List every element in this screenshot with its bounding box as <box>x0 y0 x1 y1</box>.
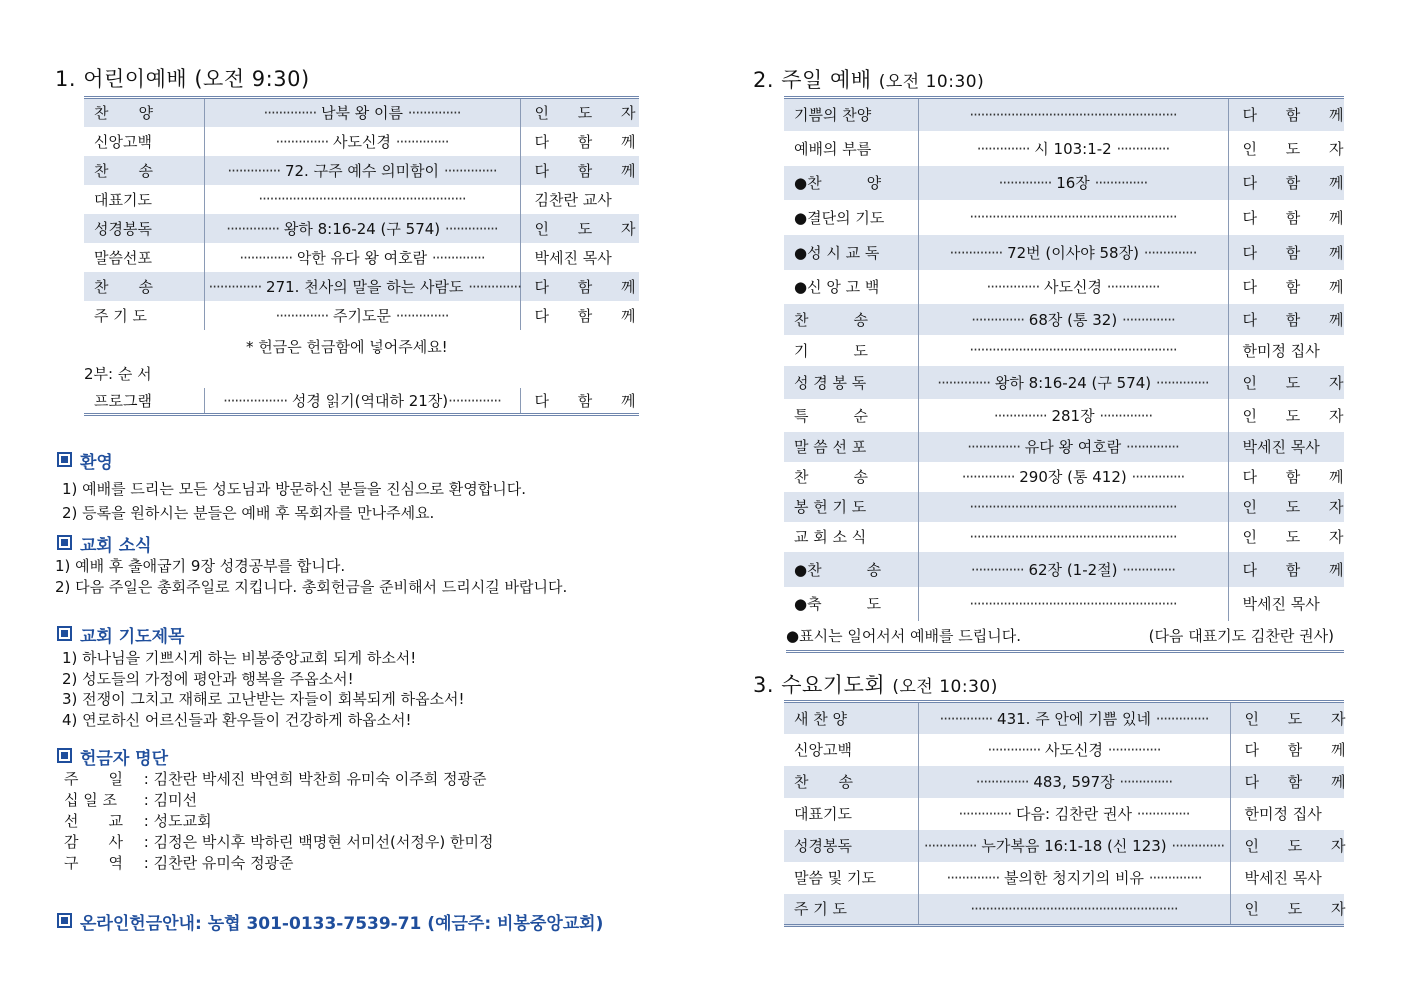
donor-names: 김찬란 유미숙 정광준 <box>153 854 294 872</box>
table-row <box>784 166 1344 200</box>
program-leader: 다 함 께 <box>1228 235 1344 270</box>
program-name: 기쁨의 찬양 <box>784 98 918 131</box>
table-row <box>784 432 1344 462</box>
program-leader: 다 함 께 <box>1228 304 1344 335</box>
table-row <box>784 462 1344 492</box>
donor-names: 성도교회 <box>153 812 212 830</box>
program-leader: 다 함 께 <box>1228 98 1344 131</box>
children-service-title: 1. 어린이예배 (오전 9:30) <box>55 67 310 91</box>
table-row <box>784 798 1344 830</box>
program-leader: 인 도 자 <box>520 98 639 127</box>
wednesday-program-table <box>784 700 1358 927</box>
program-leader: 박세진 목사 <box>1228 432 1344 462</box>
news-heading: 교회 소식 <box>57 531 152 556</box>
program-leader: 박세진 목사 <box>1242 595 1320 613</box>
donor-list <box>64 769 493 874</box>
square-bullet-icon <box>57 626 72 641</box>
program-item: ·············· 사도신경 ·············· <box>918 270 1228 304</box>
program-item: ······················································· <box>918 894 1230 926</box>
program-name: 찬 송 <box>784 766 918 798</box>
program-item: ······················································· <box>918 98 1228 131</box>
program-leader: 인 도 자 <box>1228 366 1344 399</box>
table-row <box>84 388 639 414</box>
program-item: ·············· 290장 (통 412) ·············· <box>918 462 1228 492</box>
program-item: ·············· 68장 (통 32) ·············· <box>918 304 1228 335</box>
program-item: ·············· 62장 (1-2절) ·············· <box>918 552 1228 587</box>
program-name: 예배의 부름 <box>794 139 872 158</box>
program-item: ······················································· <box>918 335 1228 366</box>
program-name: 찬 송 <box>784 304 918 335</box>
program-leader: 다 함 께 <box>1228 166 1344 200</box>
program-name: ●신 앙 고 백 <box>794 278 880 296</box>
program-name: 신앙고백 <box>794 741 852 759</box>
program-name: 찬 송 <box>794 468 868 486</box>
program-item: ·············· 483, 597장 ·············· <box>918 766 1230 798</box>
table-row <box>84 185 639 214</box>
program-item: ·············· 431. 주 안에 기쁨 있네 ·············· <box>918 702 1230 734</box>
square-bullet-icon <box>57 913 72 928</box>
table-row <box>784 235 1344 270</box>
table-row <box>784 766 1344 798</box>
table-row <box>784 702 1344 734</box>
program-leader: 인 도 자 <box>520 214 639 243</box>
program-item: ·············· 72번 (이사야 58장) ·············· <box>918 235 1228 270</box>
offering-note: * 헌금은 헌금함에 넣어주세요! <box>246 338 448 356</box>
next-prayer-note: (다음 대표기도 김찬란 권사) <box>1148 627 1334 645</box>
program-name: ●찬 송 <box>784 552 918 587</box>
table-row <box>784 552 1344 587</box>
program-item: ······················································· <box>918 200 1228 235</box>
table-row <box>784 366 1344 399</box>
program-item: ·············· 사도신경 ·············· <box>204 127 520 156</box>
program-leader: 인 도 자 <box>1230 894 1344 926</box>
donor-names: 김찬란 박세진 박연희 박찬희 유미숙 이주희 정광준 <box>153 770 487 788</box>
donor-category: 선 교 <box>64 812 123 830</box>
donor-names: 김미선 <box>153 791 198 809</box>
program-name: 성경봉독 <box>784 830 918 862</box>
welcome-line: 1) 예배를 드리는 모든 성도님과 방문하신 분들을 진심으로 환영합니다. <box>62 480 527 498</box>
part2-table <box>84 388 648 416</box>
children-program-table <box>84 96 648 330</box>
table-row <box>784 335 1344 366</box>
program-item: ······················································· <box>918 522 1228 552</box>
table-row <box>784 492 1344 522</box>
program-leader: 인 도 자 <box>1228 492 1344 522</box>
donor-category: 구 역 <box>64 854 123 872</box>
table-row <box>784 830 1344 862</box>
table-row <box>784 200 1344 235</box>
prayer-line: 2) 성도들의 가정에 평안과 행복을 주옵소서! <box>62 670 354 688</box>
prayer-line: 1) 하나님을 기쁘시게 하는 비봉중앙교회 되게 하소서! <box>62 649 417 667</box>
program-leader: 박세진 목사 <box>534 248 612 267</box>
donor-row: 구 역 : 김찬란 유미숙 정광준 <box>64 854 294 872</box>
program-item: ·············· 시 103:1-2 ·············· <box>918 131 1228 166</box>
program-item: ·············· 악한 유다 왕 여호람 ·············· <box>204 243 520 272</box>
program-name: 대표기도 <box>794 805 852 823</box>
program-leader: 다 함 께 <box>520 156 639 185</box>
program-item: ······················································· <box>918 587 1228 621</box>
program-leader: 인 도 자 <box>1230 702 1344 734</box>
program-name: 말씀선포 <box>94 248 152 267</box>
program-name: 새 찬 양 <box>784 702 918 734</box>
program-item: ·············· 72. 구주 예수 의미함이 ·············· <box>204 156 520 185</box>
program-name: 기 도 <box>794 341 868 360</box>
program-item: ················· 성경 읽기(역대하 21장)·············· <box>204 388 520 414</box>
table-row <box>84 272 639 301</box>
program-item: ·············· 불의한 청지기의 비유 ·············· <box>918 862 1230 894</box>
table-row <box>784 98 1344 131</box>
table-row <box>84 98 639 127</box>
program-leader: 다 함 께 <box>1230 766 1344 798</box>
donor-category: 주 일 <box>64 770 123 788</box>
program-item: ·············· 남북 왕 이름 ·············· <box>204 98 520 127</box>
program-item: ·············· 281장 ·············· <box>918 399 1228 432</box>
program-leader: 다 함 께 <box>1242 208 1356 227</box>
square-bullet-icon <box>57 452 72 467</box>
program-item: ······················································· <box>918 492 1228 522</box>
program-item: ·············· 왕하 8:16-24 (구 574) ·············· <box>204 214 520 243</box>
online-offering: 온라인헌금안내: 농협 301-0133-7539-71 (예금주: 비봉중앙교회) <box>57 909 603 934</box>
program-item: ·············· 왕하 8:16-24 (구 574) ·············· <box>918 366 1228 399</box>
table-row <box>84 301 639 330</box>
program-name: 찬 송 <box>84 272 204 301</box>
program-name: 찬 양 <box>84 98 204 127</box>
table-row <box>784 894 1344 926</box>
table-row <box>84 127 639 156</box>
donor-category: 십 일 조 <box>64 791 118 809</box>
program-name: 교 회 소 식 <box>794 528 867 546</box>
program-name: ●성 시 교 독 <box>784 235 918 270</box>
program-item: ·············· 주기도문 ·············· <box>204 301 520 330</box>
donors-heading: 헌금자 명단 <box>57 744 168 769</box>
program-leader: 다 함 께 <box>534 306 648 325</box>
program-leader: 인 도 자 <box>1242 406 1356 425</box>
news-line: 1) 예배 후 출애굽기 9장 성경공부를 합니다. <box>55 557 346 575</box>
program-item: ······················································· <box>204 185 520 214</box>
program-name: 대표기도 <box>94 190 152 209</box>
welcome-heading: 환영 <box>57 448 113 473</box>
prayer-heading: 교회 기도제목 <box>57 622 184 647</box>
program-leader: 박세진 목사 <box>1244 869 1322 887</box>
program-leader: 다 함 께 <box>1228 552 1344 587</box>
program-item: ·············· 사도신경 ·············· <box>918 734 1230 766</box>
program-name: 주 기 도 <box>784 894 918 926</box>
program-name: ●축 도 <box>794 595 882 613</box>
program-leader: 인 도 자 <box>1242 528 1356 546</box>
welcome-line: 2) 등록을 원하시는 분들은 예배 후 목회자를 만나주세요. <box>62 504 435 522</box>
sunday-program-table <box>784 96 1356 621</box>
donor-names: 김정은 박시후 박하린 백명현 서미선(서정우) 한미정 <box>153 833 494 851</box>
program-item: ·············· 16장 ·············· <box>918 166 1228 200</box>
standing-note: ●표시는 일어서서 예배를 드립니다. <box>786 627 1022 645</box>
wednesday-service-title: 3. 수요기도회 (오전 10:30) <box>753 673 998 697</box>
table-row <box>784 862 1344 894</box>
donor-row: 감 사 : 김정은 박시후 박하린 백명현 서미선(서정우) 한미정 <box>64 833 494 851</box>
program-leader: 다 함 께 <box>1244 741 1358 759</box>
table-row <box>784 131 1344 166</box>
table-row <box>784 399 1344 432</box>
program-item: ·············· 누가복음 16:1-18 (신 123) ·············· <box>918 830 1230 862</box>
donor-row: 주 일 : 김찬란 박세진 박연희 박찬희 유미숙 이주희 정광준 <box>64 770 487 788</box>
program-name: ●결단의 기도 <box>794 208 885 227</box>
program-item: ·············· 다음: 김찬란 권사 ·············· <box>918 798 1230 830</box>
program-name: 찬 송 <box>84 156 204 185</box>
program-leader: 한미정 집사 <box>1244 805 1322 823</box>
program-leader: 한미정 집사 <box>1242 341 1320 360</box>
program-item: ·············· 유다 왕 여호람 ·············· <box>918 432 1228 462</box>
table-row <box>84 156 639 185</box>
program-leader: 다 함 께 <box>1242 278 1356 296</box>
program-name: 말씀 및 기도 <box>794 869 876 887</box>
sunday-service-title: 2. 주일 예배 (오전 10:30) <box>753 68 985 92</box>
donor-row: 선 교 : 성도교회 <box>64 812 212 830</box>
square-bullet-icon <box>57 535 72 550</box>
prayer-line: 3) 전쟁이 그치고 재해로 고난받는 자들이 회복되게 하옵소서! <box>62 690 465 708</box>
table-row <box>784 522 1344 552</box>
news-line: 2) 다음 주일은 총회주일로 지킵니다. 총회헌금을 준비해서 드리시길 바랍니다. <box>55 578 568 596</box>
program-name: 특 순 <box>794 406 868 425</box>
program-leader: 다 함 께 <box>1242 468 1356 486</box>
program-name: 성 경 봉 독 <box>784 366 918 399</box>
program-leader: 다 함 께 <box>534 391 648 410</box>
prayer-line: 4) 연로하신 어르신들과 환우들이 건강하게 하옵소서! <box>62 711 412 729</box>
program-name: ●찬 양 <box>784 166 918 200</box>
program-leader: 인 도 자 <box>1230 830 1344 862</box>
table-row <box>784 270 1344 304</box>
part2-label: 2부: 순 서 <box>84 365 152 383</box>
table-row <box>84 214 639 243</box>
donor-row: 십 일 조 : 김미선 <box>64 791 198 809</box>
program-name: 신앙고백 <box>94 132 152 151</box>
program-leader: 인 도 자 <box>1242 139 1356 158</box>
program-name: 성경봉독 <box>84 214 204 243</box>
program-name: 프로그램 <box>94 391 152 410</box>
table-row <box>784 587 1344 621</box>
program-item: ·············· 271. 천사의 말을 하는 사람도 ·············· <box>204 272 520 301</box>
table-row <box>784 734 1344 766</box>
program-name: 봉 헌 기 도 <box>784 492 918 522</box>
program-leader: 다 함 께 <box>534 132 648 151</box>
program-name: 말 씀 선 포 <box>784 432 918 462</box>
table-row <box>84 243 639 272</box>
program-name: 주 기 도 <box>94 306 148 325</box>
donor-category: 감 사 <box>64 833 123 851</box>
table-row <box>784 304 1344 335</box>
square-bullet-icon <box>57 748 72 763</box>
program-leader: 김찬란 교사 <box>534 190 612 209</box>
program-leader: 다 함 께 <box>520 272 639 301</box>
sunday-footnote-row <box>786 626 1344 653</box>
